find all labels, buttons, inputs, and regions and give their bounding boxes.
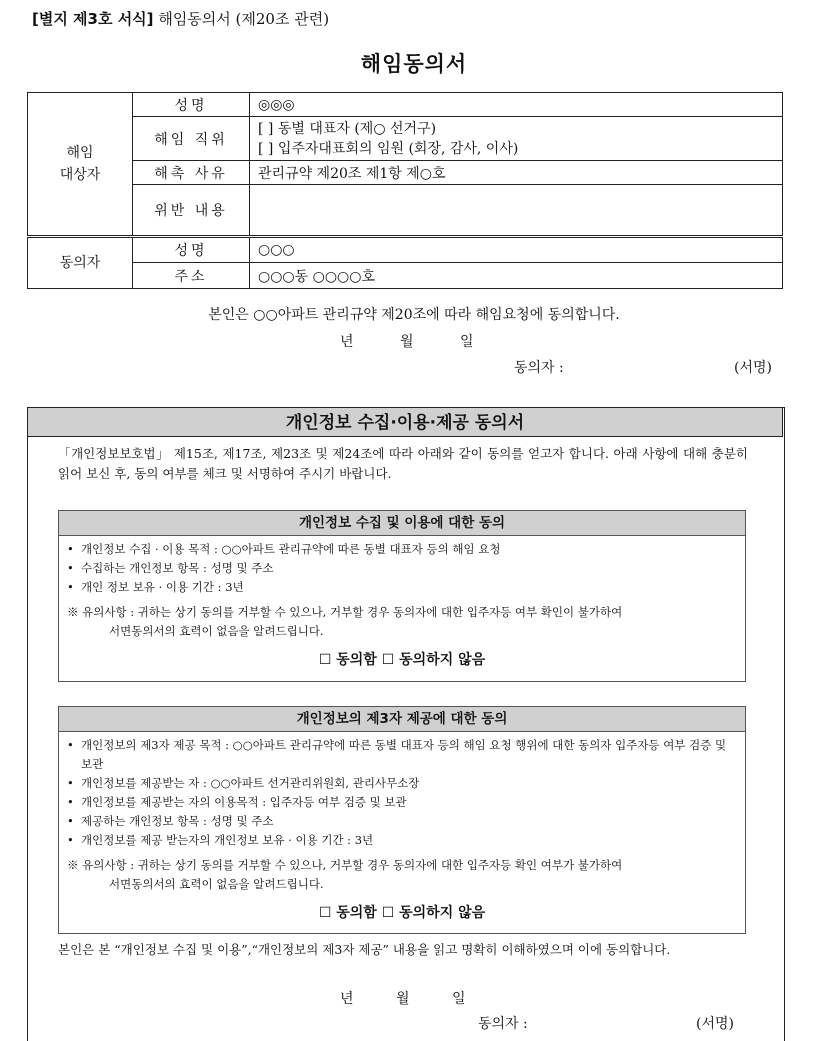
consent-statement: 본인은 ○○아파트 관리규약 제20조에 따라 해임요청에 동의합니다.: [208, 307, 620, 323]
consenter-name-label: 성명: [133, 237, 250, 263]
list-item: • 개인 정보 보유 · 이용 기간 : 3년: [67, 578, 745, 597]
position-option-officer[interactable]: [ ] 입주자대표회의 임원 (회장, 감사, 이사): [258, 140, 519, 157]
collect-disagree-checkbox[interactable]: ☐ 동의하지 않음: [381, 652, 486, 668]
position-label: 해임 직위: [133, 117, 250, 161]
consenter-name-value[interactable]: ○○○: [250, 237, 783, 263]
form-description: 해임동의서 (제20조 관련): [158, 10, 330, 28]
provide-choice: [59, 902, 745, 922]
provide-agree-checkbox[interactable]: ☐ 동의함: [318, 905, 377, 921]
date-month-label: 월: [400, 334, 414, 350]
position-option-representative[interactable]: [ ] 동별 대표자 (제○ 선거구): [258, 120, 437, 137]
list-item: • 개인정보를 제공받는 자 : ○○아파트 선거관리위원회, 관리사무소장: [67, 774, 745, 793]
privacy-signature-field[interactable]: (서명): [696, 1016, 734, 1032]
violation-value[interactable]: [250, 185, 783, 237]
provide-note: ※ 유의사항 : 귀하는 상기 동의를 거부할 수 있으나, 거부할 경우 동의자에 대한 입주자등 확인 여부가 불가하여 서면동의서의 효력이 없음을 알려드립니다.: [67, 858, 623, 891]
provide-disagree-checkbox[interactable]: ☐ 동의하지 않음: [381, 905, 486, 921]
reason-value[interactable]: 관리규약 제20조 제1항 제○호: [250, 161, 783, 185]
address-value[interactable]: ○○○동 ○○○○호: [250, 263, 783, 289]
privacy-intro: 「개인정보보호법」 제15조, 제17조, 제23조 및 제24조에 따라 아래와 같이 동의를 얻고자 합니다. 아래 사항에 대해 충분히 읽어 보신 후, 동의 여부를 체크 및 서명하여 주시기 바랍니다.: [58, 446, 748, 481]
address-label: 주소: [133, 263, 250, 289]
target-name-value[interactable]: ◎◎◎: [250, 93, 783, 117]
privacy-signer-label: 동의자 :: [478, 1016, 528, 1032]
collect-note: ※ 유의사항 : 귀하는 상기 동의를 거부할 수 있으나, 거부할 경우 동의자에 대한 입주자등 여부 확인이 불가하여 서면동의서의 효력이 없음을 알려드립니다.: [67, 605, 623, 638]
dismissal-table: [27, 92, 783, 289]
collect-consent-title: 개인정보 수집 및 이용에 대한 동의: [59, 511, 745, 536]
position-options[interactable]: [250, 117, 783, 161]
list-item: • 수집하는 개인정보 항목 : 성명 및 주소: [67, 559, 745, 578]
list-item: • 제공하는 개인정보 항목 : 성명 및 주소: [67, 812, 745, 831]
date-year-label: 년: [340, 334, 354, 350]
reason-label: 해촉 사유: [133, 161, 250, 185]
privacy-date-year: 년: [340, 991, 354, 1007]
collect-consent-box: [58, 510, 746, 682]
provide-consent-box: [58, 706, 746, 934]
privacy-date-day: 일: [452, 991, 466, 1007]
target-group-label: 해임 대상자: [28, 93, 133, 237]
date-day-label: 일: [460, 334, 474, 350]
final-statement: 본인은 본 “개인정보 수집 및 이용”,“개인정보의 제3자 제공” 내용을 읽고 명확히 이해하였으며 이에 동의합니다.: [58, 942, 671, 957]
signature-field[interactable]: (서명): [734, 360, 772, 376]
list-item: • 개인정보를 제공 받는자의 개인정보 보유 · 이용 기간 : 3년: [67, 831, 745, 850]
signer-label: 동의자 :: [514, 360, 564, 376]
collect-choice: [59, 649, 745, 669]
privacy-date-month: 월: [396, 991, 410, 1007]
form-number-label: [32, 8, 329, 29]
target-name-label: 성명: [133, 93, 250, 117]
violation-label: 위반 내용: [133, 185, 250, 237]
document-title: 해임동의서: [360, 52, 468, 76]
consenter-group-label: 동의자: [28, 237, 133, 289]
list-item: • 개인정보를 제공받는 자의 이용목적 : 입주자등 여부 검증 및 보관: [67, 793, 745, 812]
provide-consent-title: 개인정보의 제3자 제공에 대한 동의: [59, 707, 745, 732]
collect-agree-checkbox[interactable]: ☐ 동의함: [318, 652, 377, 668]
list-item: • 개인정보의 제3자 제공 목적 : ○○아파트 관리규약에 따른 동별 대표자 등의 해임 요청 행위에 대한 동의자 입주자등 여부 검증 및 보관: [67, 736, 745, 774]
privacy-title: 개인정보 수집·이용·제공 동의서: [27, 407, 783, 437]
list-item: • 개인정보 수집 · 이용 목적 : ○○아파트 관리규약에 따른 동별 대표자 등의 해임 요청: [67, 540, 745, 559]
form-number: [별지 제3호 서식]: [32, 10, 154, 28]
